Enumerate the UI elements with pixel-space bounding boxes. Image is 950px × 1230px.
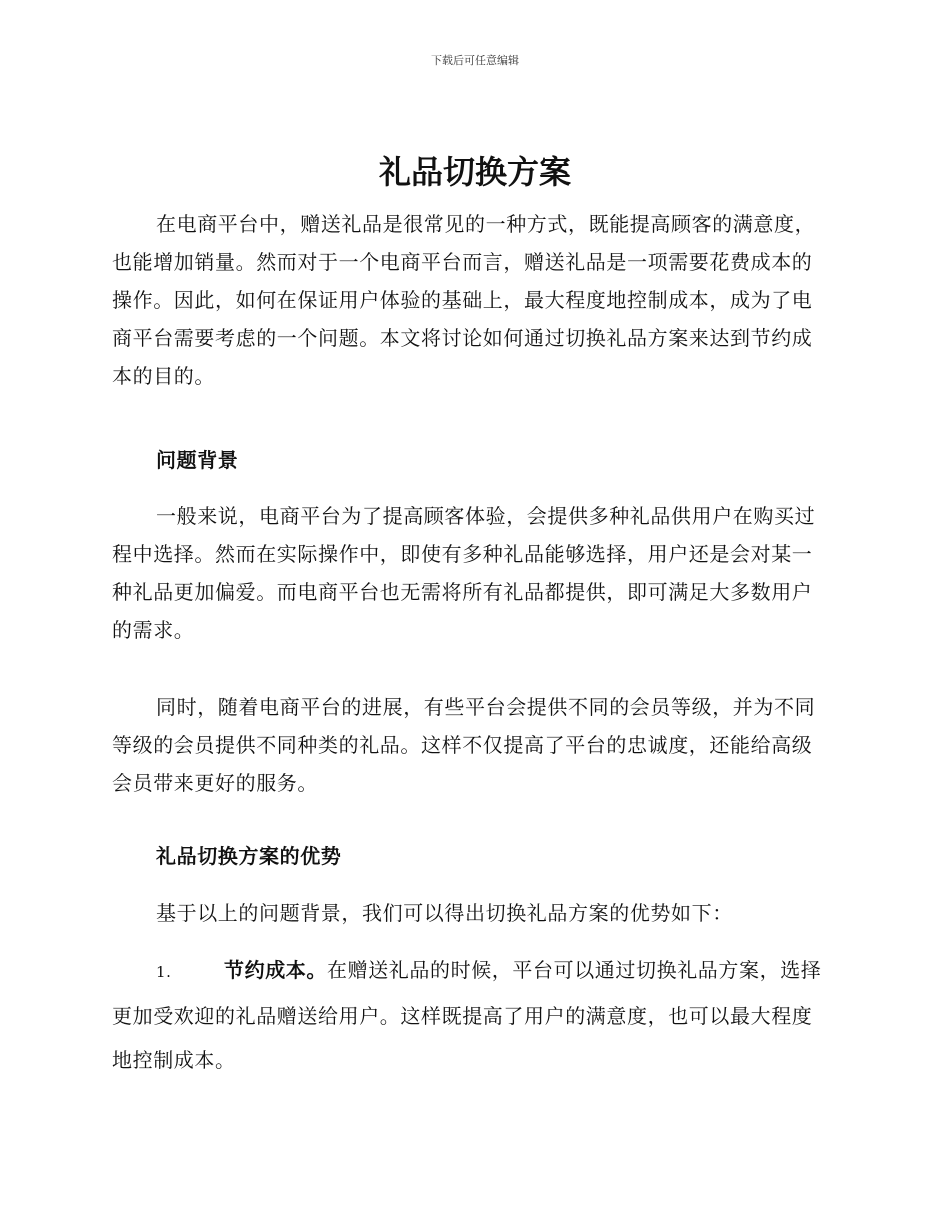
section-heading-background: 问题背景 bbox=[156, 448, 239, 472]
list-item-bold-lead: 节约成本。 bbox=[224, 958, 327, 982]
background-paragraph-1: 一般来说，电商平台为了提高顾客体验，会提供多种礼品供用户在购买过程中选择。然而在实际操作中，即使有多种礼品能够选择，用户还是会对某一种礼品更加偏爱。而电商平台也无需将所有礼品都提供，即可满足大多数用户的需求。 bbox=[112, 504, 816, 642]
background-paragraph-2: 同时，随着电商平台的进展，有些平台会提供不同的会员等级，并为不同等级的会员提供不同种类的礼品。这样不仅提高了平台的忠诚度，还能给高级会员带来更好的服务。 bbox=[112, 695, 816, 795]
document-title: 礼品切换方案 bbox=[378, 153, 571, 191]
section-heading-advantages: 礼品切换方案的优势 bbox=[156, 844, 342, 868]
list-item bbox=[112, 948, 832, 1082]
list-item-number: 1. bbox=[156, 963, 172, 981]
advantages-lead: 基于以上的问题背景，我们可以得出切换礼品方案的优势如下： bbox=[156, 901, 733, 925]
intro-paragraph: 在电商平台中，赠送礼品是很常见的一种方式，既能提高顾客的满意度，也能增加销量。然而对于一个电商平台而言，赠送礼品是一项需要花费成本的操作。因此，如何在保证用户体验的基础上，最大程度地控制成本，成为了电商平台需要考虑的一个问题。本文将讨论如何通过切换礼品方案来达到节约成本的目的。 bbox=[112, 212, 816, 388]
list-item-text: 在赠送礼品的时候，平台可以通过切换礼品方案，选择更加受欢迎的礼品赠送给用户。这样既提高了用户的满意度，也可以最大程度地控制成本。 bbox=[112, 958, 822, 1072]
header-note: 下载后可任意编辑 bbox=[431, 54, 519, 67]
